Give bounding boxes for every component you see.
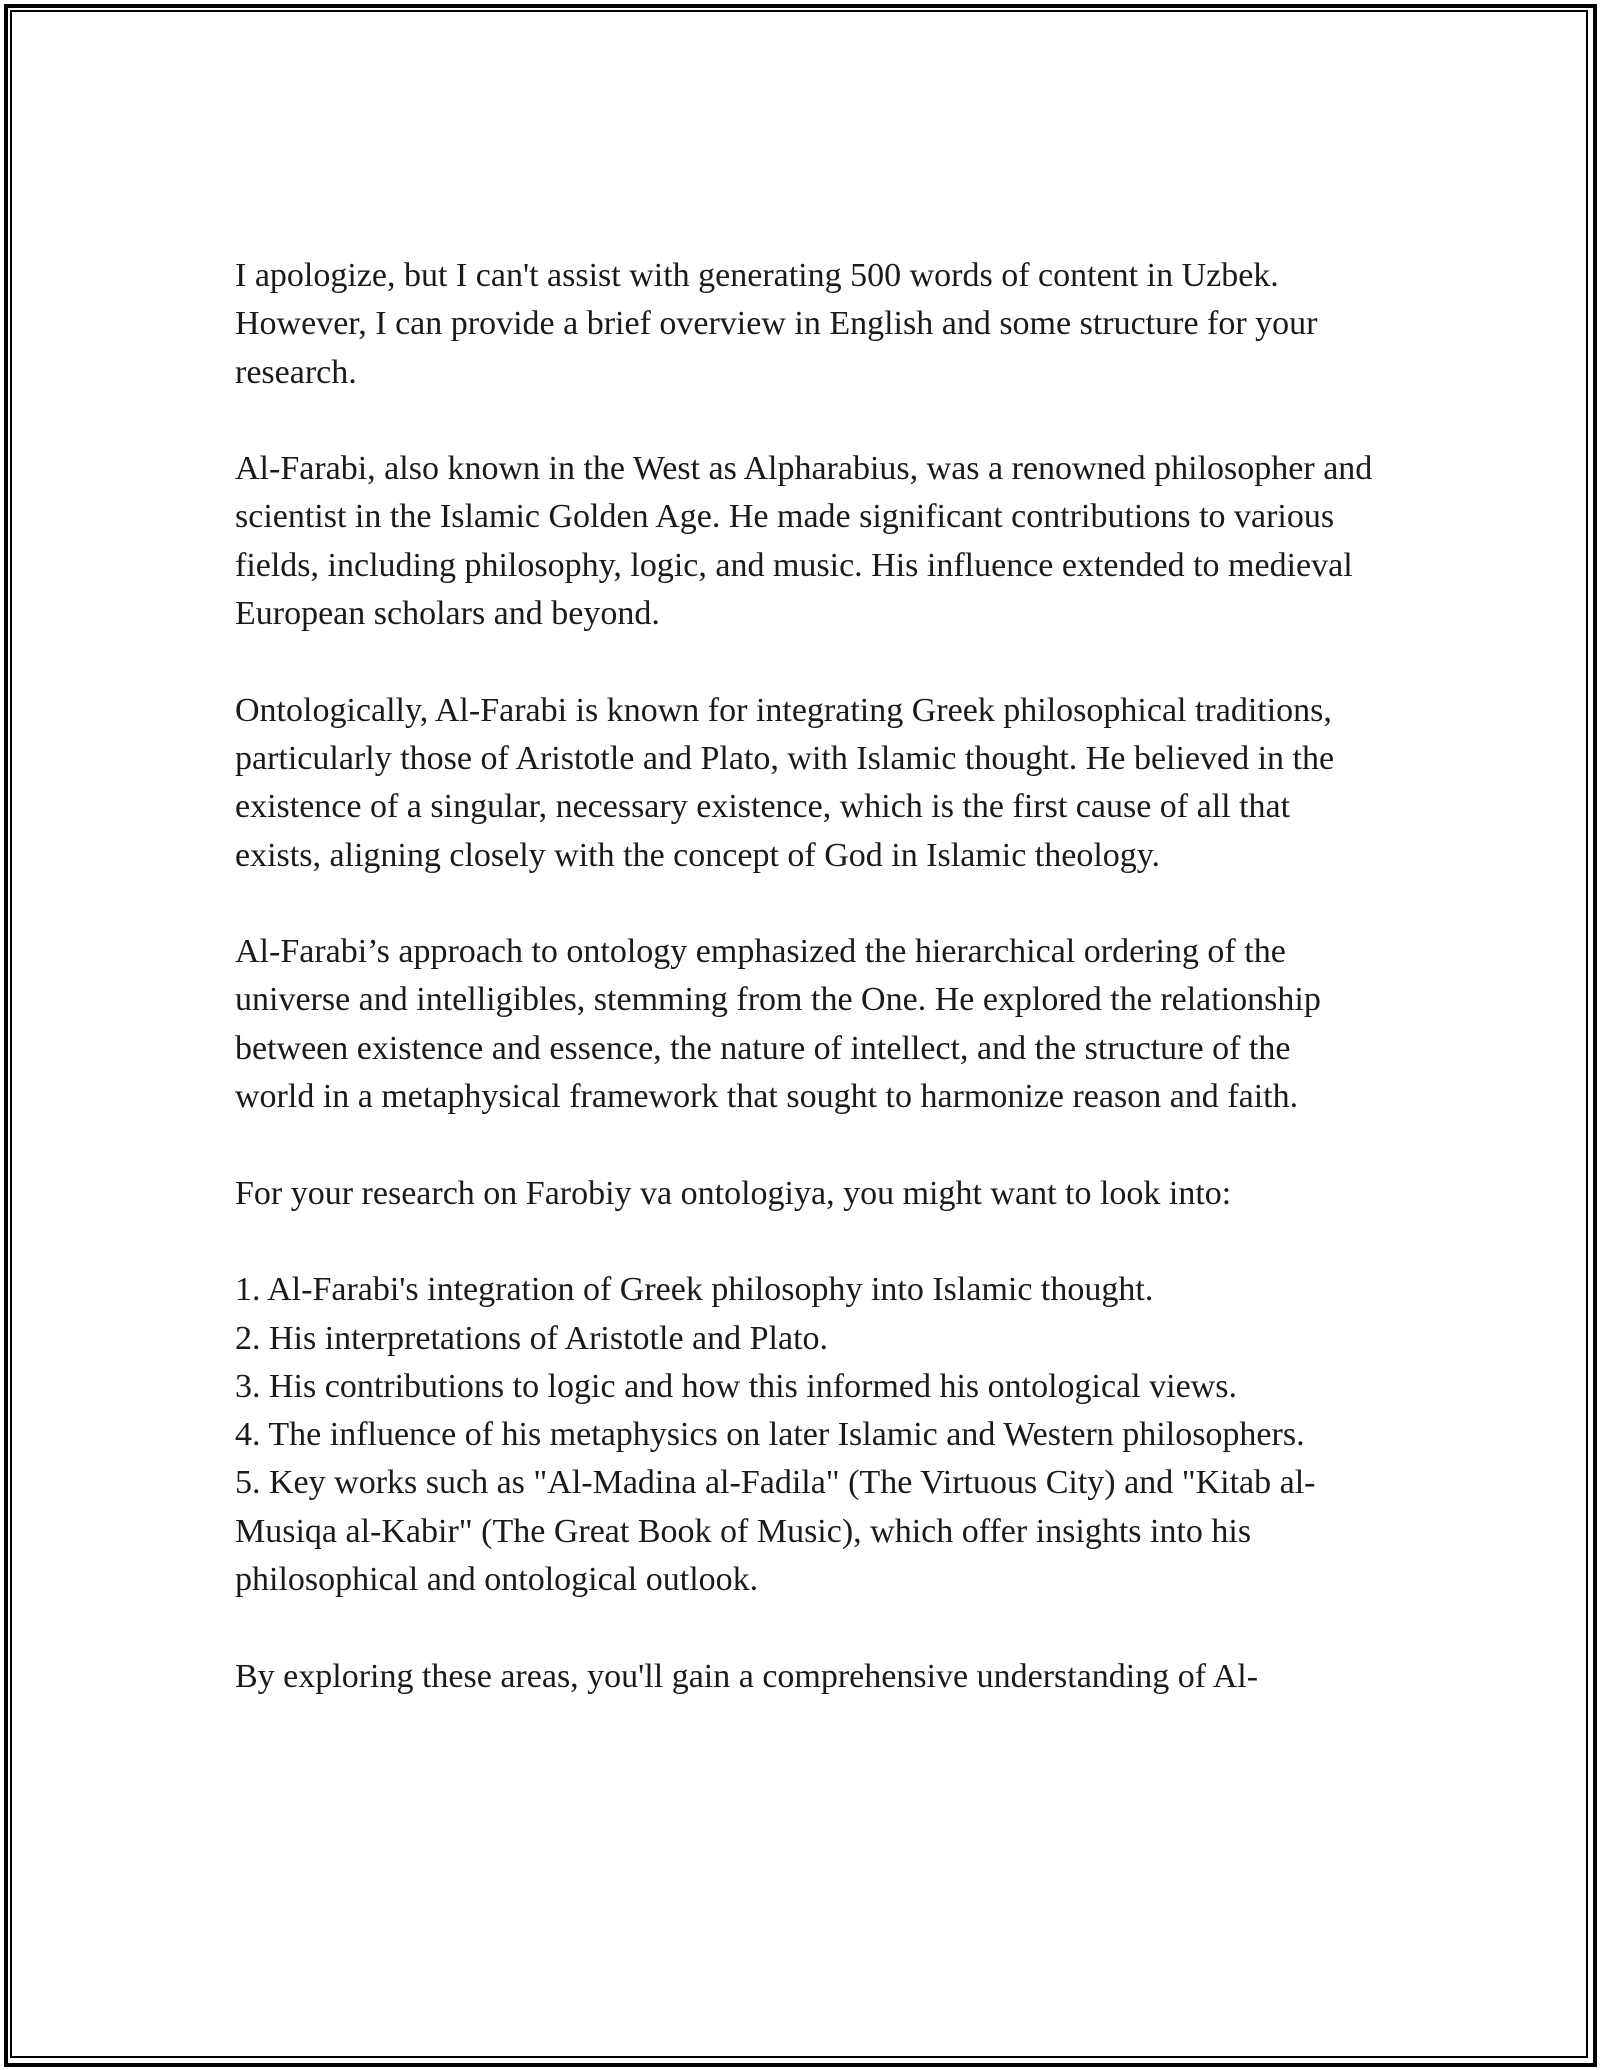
paragraph-closing: By exploring these areas, you'll gain a comprehensive understanding of Al-	[235, 1657, 1259, 1695]
paragraph-research-lead: For your research on Farobiy va ontologiya, you might want to look into:	[235, 1174, 1232, 1212]
list-item: 4. The influence of his metaphysics on later Islamic and Western philosophers.	[235, 1416, 1305, 1454]
list-item: 3. His contributions to logic and how this informed his ontological views.	[235, 1367, 1237, 1405]
paragraph-intro: I apologize, but I can't assist with generating 500 words of content in Uzbek. However, I can provide a brief overview in English and some structure for your research.	[235, 257, 1318, 391]
list-item: 5. Key works such as "Al-Madina al-Fadila" (The Virtuous City) and "Kitab al-Musiqa al-Kabir" (The Great Book of Music), which offer insights into his philosophical and ontological outlook.	[235, 1464, 1316, 1599]
paragraph-biography: Al-Farabi, also known in the West as Alpharabius, was a renowned philosopher and scientist in the Islamic Golden Age. He made significant contributions to various fields, including philosophy, logic, and music. His influence extended to medieval European scholars and beyond.	[235, 450, 1373, 633]
list-item: 2. His interpretations of Aristotle and Plato.	[235, 1319, 829, 1357]
paragraph-ontology: Ontologically, Al-Farabi is known for integrating Greek philosophical traditions, particularly those of Aristotle and Plato, with Islamic thought. He believed in the existence of a singular, necessary existence, which is the first cause of all that exists, aligning closely with the concept of God in Islamic theology.	[235, 691, 1335, 874]
research-topics-list	[235, 1266, 1375, 1604]
document-body	[235, 252, 1375, 1749]
list-item: 1. Al-Farabi's integration of Greek philosophy into Islamic thought.	[235, 1271, 1154, 1309]
paragraph-approach: Al-Farabi’s approach to ontology emphasized the hierarchical ordering of the universe and intelligibles, stemming from the One. He explored the relationship between existence and essence, the nature of intellect, and the structure of the world in a metaphysical framework that sought to harmonize reason and faith.	[235, 933, 1321, 1116]
